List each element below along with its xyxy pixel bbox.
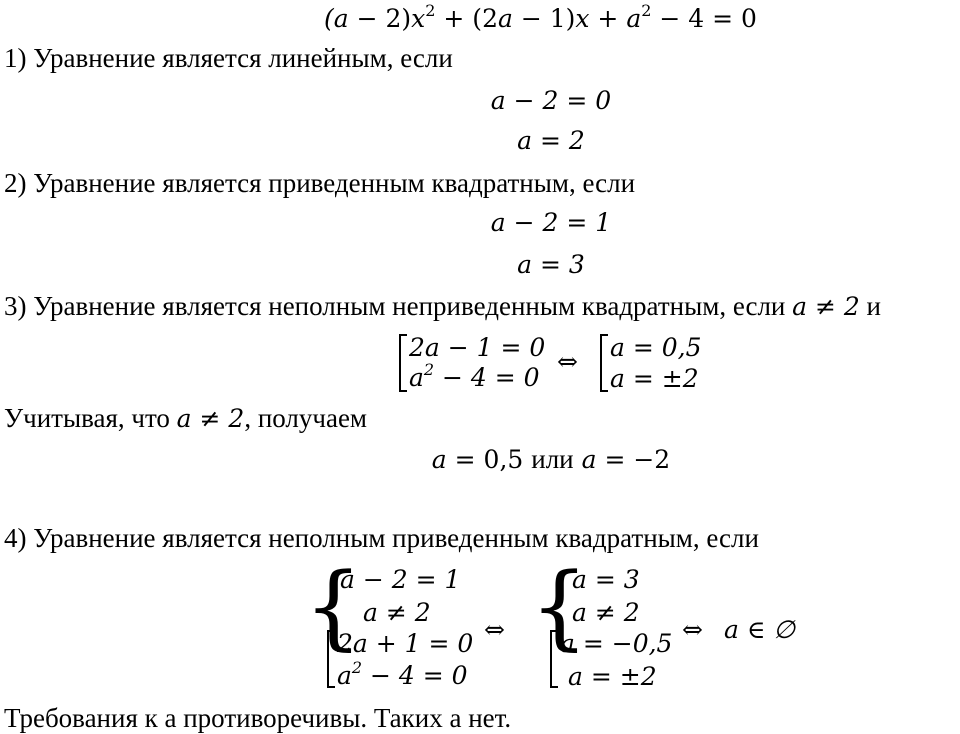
case4-sys2-row1: a = 3 [572,565,640,594]
case4-left-brace: { [304,553,363,660]
case4-sys2-bracket [550,630,558,688]
case4-sys1-row1: a − 2 = 1 [340,565,461,594]
case4-result: a ∈ ∅ [724,615,796,644]
case3-conj: и [866,291,881,321]
case4-sys2-row2: a ≠ 2 [572,598,640,627]
case3-considering-cond: a ≠ 2 [176,404,245,433]
case3-considering-tail: , получаем [244,403,368,433]
case1-eq2: a = 2 [517,126,585,155]
case3-considering: Учитывая, что [4,403,170,433]
case4-sys1-row3: 2a + 1 = 0 [337,629,474,658]
case4-sys2-row4: a = ±2 [568,662,657,691]
case3-result: a = 0,5 или a = −2 [431,444,671,474]
case2-eq2: a = 3 [517,250,585,279]
case4-sys1-row4: $a^2 - 4 = 0$ [337,658,468,690]
case3-considering-line [4,405,367,432]
case3-right-bracket [600,334,608,392]
case1-text: 1) Уравнение является линейным, если [4,43,453,73]
case3-text: 3) Уравнение является неполным неприведенным квадратным, если [4,291,786,321]
case3-cond: a ≠ 2 [792,292,860,321]
case4-text: 4) Уравнение является неполным приведенным квадратным, если [4,523,759,553]
case3-equiv: ⇔ [557,347,578,376]
case3-left-bracket [399,334,407,392]
main-equation: $(a - 2)x^2 + (2a - 1)x + a^2 - 4 = 0$ [324,1,757,33]
case3-left-1: 2a − 1 = 0 [409,333,546,362]
case3-right-2: a = ±2 [610,364,699,393]
case2-eq1: a − 2 = 1 [490,208,612,237]
case3-right-1: a = 0,5 [610,333,702,362]
case4-sys1-bracket [327,630,335,688]
case3-left-2: $a^2 - 4 = 0$ [409,360,540,392]
case2-text: 2) Уравнение является приведенным квадратным, если [4,168,636,198]
conclusion: Требования к a противоречивы. Таких a нет. [4,703,512,733]
case4-sys1-row2: a ≠ 2 [363,598,431,627]
case3-line [4,293,881,320]
case4-equiv1: ⇔ [484,615,505,644]
case4-sys2-row3: a = −0,5 [560,629,673,658]
case4-right-brace: { [530,553,589,660]
case1-eq1: a − 2 = 0 [490,86,612,115]
case4-equiv2: ⇔ [682,615,703,644]
